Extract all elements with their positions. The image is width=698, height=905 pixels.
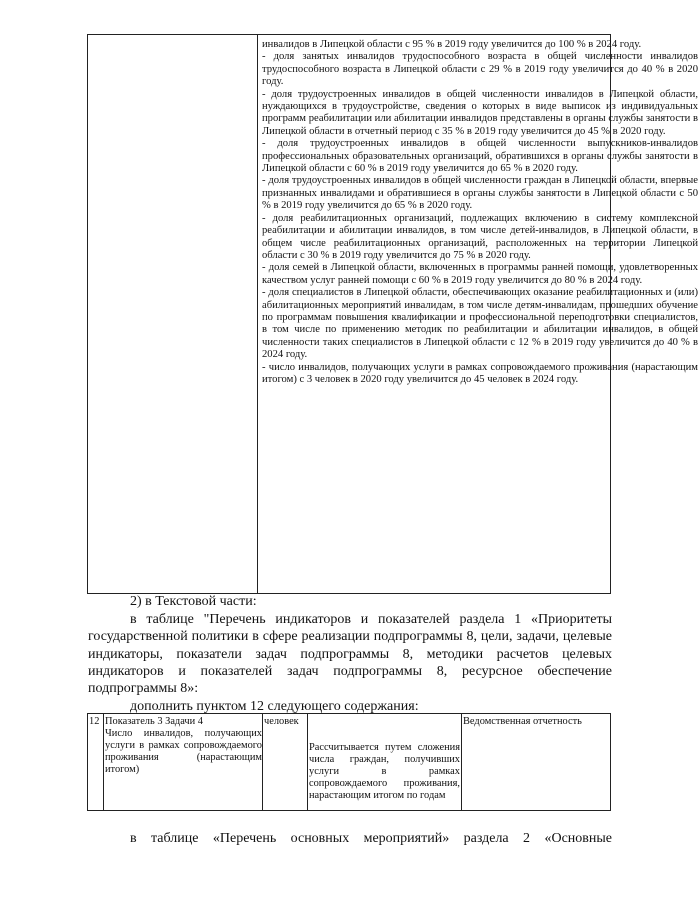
main-paragraph-text: в таблице "Перечень индикаторов и показателей раздела 1 «Приоритеты государственной политики в сфере реализации подпрограммы 8, цели, задачи, целевые индикаторы, показатели задач подпрограммы 8, методики расчетов целевых индикаторов и показателей задач подпрограммы 8, ресурсное обеспечение подпрограммы 8»:	[88, 612, 612, 697]
method-cell: Рассчитывается путем сложения числа граждан, получивших услуги в рамках сопровождаемого проживания, нарастающим итогом по годам	[309, 742, 460, 801]
table-column-divider	[257, 35, 258, 593]
main-paragraph	[88, 611, 612, 697]
indicator-name-cell	[105, 716, 262, 776]
indicator-text: - доля трудоустроенных инвалидов в общей численности граждан в Липецкой области, впервые признанных инвалидами и обратившиеся в органы службы занятости в Липецкой области с 50 % в 2019 году увеличится до 65 % в 2020 году.	[262, 175, 698, 212]
indicators-table-continuation	[87, 34, 698, 594]
table-column-divider	[461, 714, 462, 810]
indicator-text: - доля реабилитационных организаций, подлежащих включению в систему комплексной реабилитации и абилитации инвалидов, в том числе детей-инвалидов, в Липецкой области, в общем числе реабилитационных организаций, расположенных на территории Липецкой области с 30 % в 2019 году увеличится до 75 % в 2020 году.	[262, 212, 698, 261]
item-12-table	[87, 713, 611, 811]
unit-cell: человек	[264, 716, 299, 727]
supplement-line: дополнить пунктом 12 следующего содержания:	[130, 699, 419, 714]
indicator-text: - доля трудоустроенных инвалидов в общей численности инвалидов в Липецкой области, нуждающихся в трудоустройстве, сведения о которых в виде выписок из индивидуальных программ реабилитации или абилитации инвалидов представлены в органы службы занятости в Липецкой области в отчетный период с 35 % в 2019 году увеличится до 45 % в 2020 году.	[262, 88, 698, 137]
indicator-text: - доля занятых инвалидов трудоспособного возраста в общей численности инвалидов трудоспособного возраста в Липецкой области с 29 % в 2019 году увеличится до 40 % в 2020 году.	[262, 51, 698, 88]
table-column-divider	[262, 714, 263, 810]
table-column-divider	[307, 714, 308, 810]
indicator-title: Показатель 3 Задачи 4	[105, 716, 203, 727]
last-paragraph-text: в таблице «Перечень основных мероприятий» раздела 2 «Основные	[130, 831, 612, 846]
indicator-text: - доля специалистов в Липецкой области, обеспечивающих оказание реабилитационных и (или) абилитационных мероприятий инвалидам, в том числе детям-инвалидам, прошедших обучение по программам повышения квалификации и профессиональной переподготовки специалистов, в том числе по применению методик по реабилитации и абилитации инвалидов, в общей численности таких специалистов в Липецкой области с 12 % в 2019 году увеличится до 40 % в 2024 году.	[262, 287, 698, 361]
table-column-divider	[103, 714, 104, 810]
indicator-text: - доля трудоустроенных инвалидов в общей численности выпускников-инвалидов профессиональных образовательных организаций, обратившихся в органы службы занятости в Липецкой области с 60 % в 2019 году увеличится до 65 % в 2020 году.	[262, 138, 698, 175]
indicator-text: - число инвалидов, получающих услуги в рамках сопровождаемого проживания (нарастающим итогом) с 3 человек в 2020 году увеличится до 45 человек в 2024 году.	[262, 361, 698, 385]
indicator-text: инвалидов в Липецкой области с 95 % в 2019 году увеличится до 100 % в 2024 году.	[262, 39, 642, 50]
row-number: 12	[89, 716, 100, 727]
sub-item-heading: 2) в Текстовой части:	[130, 594, 257, 609]
last-paragraph	[88, 830, 612, 847]
indicator-text: - доля семей в Липецкой области, включенных в программы ранней помощи, удовлетворенных качеством услуг ранней помощи с 60 % в 2019 году увеличится до 80 % в 2024 году.	[262, 262, 698, 286]
indicator-description: Число инвалидов, получающих услуги в рамках сопровождаемого проживания (нарастающим итогом)	[105, 728, 262, 775]
source-cell: Ведомственная отчетность	[463, 716, 582, 727]
indicators-cell	[262, 39, 698, 386]
